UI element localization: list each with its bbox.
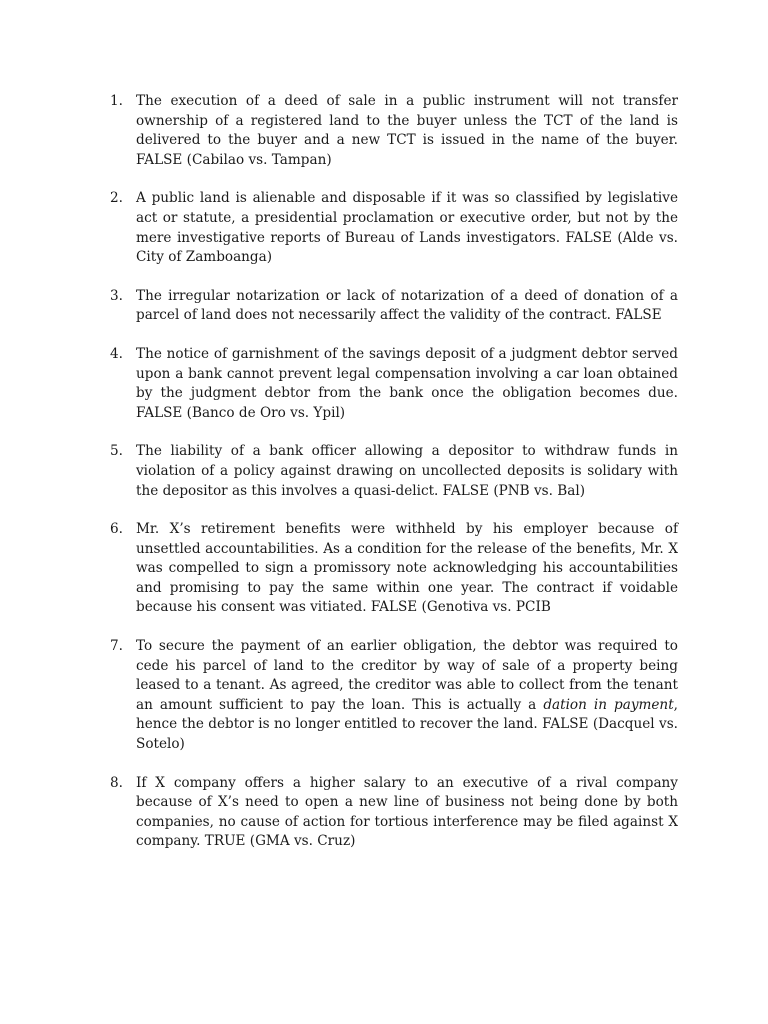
list-item xyxy=(110,92,678,170)
item-text-after: , hence the debtor is no longer entitled to recover the land. FALSE (Dacquel vs. Sotelo) xyxy=(136,696,678,753)
item-number: 1. xyxy=(110,93,123,109)
item-text: A public land is alienable and disposable if it was so classified by legislative act or statute, a presidential proclamation or executive order, but not by the mere investigative reports of Bureau of Lands investigators. FALSE (Alde vs. City of Zamboanga) xyxy=(136,190,678,266)
item-text: The liability of a bank officer allowing a depositor to withdraw funds in violation of a policy against drawing on uncollected deposits is solidary with the depositor as this involves a quasi-delict. FALSE (PNB vs. Bal) xyxy=(136,443,678,499)
item-text-italic: dation in payment xyxy=(543,696,674,713)
item-number: 6. xyxy=(110,521,123,538)
item-number: 5. xyxy=(110,443,123,460)
item-text: Mr. X’s retirement benefits were withheld by his employer because of unsettled accountabilities. As a condition for the release of the benefits, Mr. X was compelled to sign a promissory note acknowledging his accountabilities and promising to pay the same within one year. The contract if voidable because his consent was vitiated. FALSE (Genotiva vs. PCIB xyxy=(136,521,678,616)
item-number: 8. xyxy=(110,774,123,791)
item-text: If X company offers a higher salary to an executive of a rival company because of X’s need to open a new line of business not being done by both companies, no cause of action for tortious interference may be filed against X company. TRUE (GMA vs. Cruz) xyxy=(136,774,678,850)
list-item xyxy=(110,345,678,423)
item-number: 3. xyxy=(110,287,123,304)
item-text: The notice of garnishment of the savings deposit of a judgment debtor served upon a bank cannot prevent legal compensation involving a car loan obtained by the judgment debtor from the bank once the obligation becomes due. FALSE (Banco de Oro vs. Ypil) xyxy=(136,345,678,421)
item-text xyxy=(136,637,678,755)
list-item xyxy=(110,287,678,326)
list-item xyxy=(110,189,678,267)
question-list xyxy=(110,92,678,852)
item-number: 2. xyxy=(110,190,123,207)
item-text: The irregular notarization or lack of notarization of a deed of donation of a parcel of land does not necessarily affect the validity of the contract. FALSE xyxy=(136,287,678,324)
list-item xyxy=(110,520,678,618)
list-item xyxy=(110,637,678,755)
item-text: The execution of a deed of sale in a public instrument will not transfer ownership of a registered land to the buyer unless the TCT of the land is delivered to the buyer and a new TCT is issued in the name of the buyer. FALSE (Cabilao vs. Tampan) xyxy=(136,93,678,168)
item-number: 7. xyxy=(110,638,123,655)
item-number: 4. xyxy=(110,345,123,362)
item-text-before: To secure the payment of an earlier obligation, the debtor was required to cede his parcel of land to the creditor by way of sale of a property being leased to a tenant. As agreed, the creditor was able to collect from the tenant an amount sufficient to pay the loan. This is actually a xyxy=(136,638,678,713)
list-item xyxy=(110,442,678,501)
list-item xyxy=(110,774,678,852)
